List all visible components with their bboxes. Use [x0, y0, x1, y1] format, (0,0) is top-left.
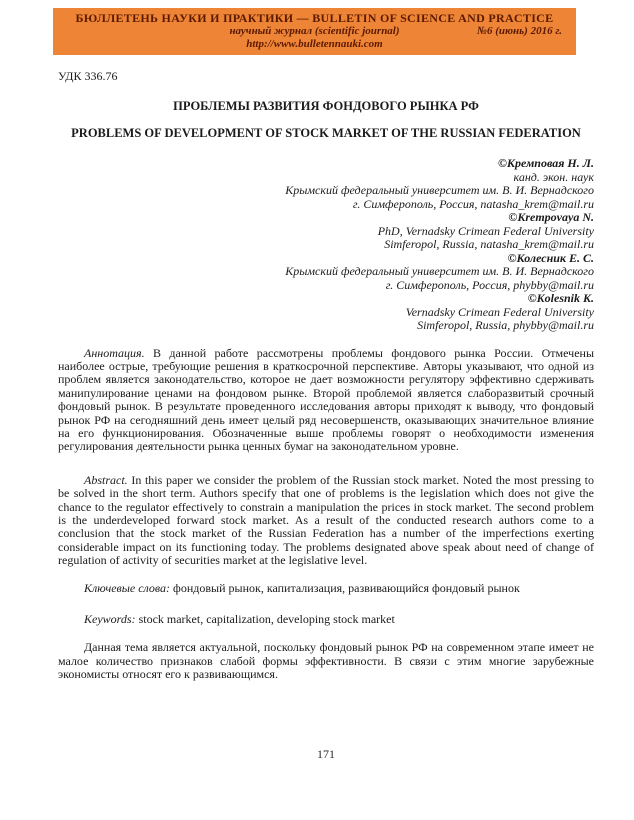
author-entry: [58, 252, 594, 293]
author-contact-line: Simferopol, Russia, natasha_krem@mail.ru: [384, 237, 594, 251]
authors-block: [58, 157, 594, 333]
author-name: ©Kolesnik K.: [527, 291, 594, 305]
journal-subtitle: научный журнал (scientific journal): [229, 25, 400, 37]
annotation-text: В данной работе рассмотрены проблемы фондового рынка России. Отмечены наиболее острые, требующие решения в краткосрочной перспективе. Авторы указывают, что одной из проблем является законодательство, которое не дает возможности регулятору эффективно сдерживать манипулирование ценами на фондовом рынке. Второй проблемой является слаборазвитый срочный фондовый рынок. В результате проведенного исследования авторы приходят к выводу, что фондовый рынок РФ на сегодняшний день имеет целый ряд несовершенств, оказывающих значительное влияние на его функционирования. Обозначенные выше проблемы говорят о необходимости изменения регулирования деятельности рынка ценных бумаг на законодательном уровне.: [58, 345, 594, 454]
annotation-label: Аннотация.: [84, 345, 145, 360]
keywords-ru: [58, 582, 594, 595]
article-title-ru: ПРОБЛЕМЫ РАЗВИТИЯ ФОНДОВОГО РЫНКА РФ: [173, 99, 479, 113]
author-entry: [58, 157, 594, 211]
author-entry: [58, 292, 594, 333]
author-name: ©Колесник Е. С.: [507, 250, 594, 265]
author-contact-line: г. Симферополь, Россия, natasha_krem@mail.ru: [352, 196, 594, 211]
keywords-en: [58, 613, 594, 626]
author-contact-line: Simferopol, Russia, phybby@mail.ru: [417, 318, 594, 332]
author-affiliation-line: Крымский федеральный университет им. В. И. Вернадского: [285, 264, 594, 278]
journal-issue: №6 (июнь) 2016 г.: [476, 25, 562, 37]
journal-header-banner: [53, 8, 576, 55]
keywords-ru-text: фондовый рынок, капитализация, развивающийся фондовый рынок: [170, 580, 520, 595]
abstract-paragraph: [58, 474, 594, 568]
journal-subtitle-row: [53, 25, 576, 38]
journal-title: БЮЛЛЕТЕНЬ НАУКИ И ПРАКТИКИ — BULLETIN OF SCIENCE AND PRACTICE: [75, 11, 554, 25]
author-name: ©Кремповая Н. Л.: [497, 156, 594, 170]
abstract-label: Abstract.: [84, 472, 128, 487]
keywords-en-label: Keywords:: [84, 612, 136, 626]
journal-url: http://www.bulletennauki.com: [246, 38, 383, 50]
page-number: 171: [317, 747, 335, 761]
author-affiliation-line: PhD, Vernadsky Crimean Federal University: [377, 223, 594, 238]
abstract-text: In this paper we consider the problem of the Russian stock market. Noted the most pressing to be solved in the short term. Authors specify that one of problems is the legislation which does not give the chance to the regulator effectively to constrain a manipulation the prices in stock market. The second problem is the underdeveloped forward stock market. As a result of the conducted research authors come to a conclusion that the stock market of the Russian Federation has a number of the imperfections exerting considerable impact on its functioning today. The problems designated above speak about need of change of regulation of activity of securities market at the legislative level.: [58, 472, 594, 568]
udc-code: УДК 336.76: [58, 69, 118, 83]
author-entry: [58, 211, 594, 252]
body-paragraph: Данная тема является актуальной, поскольку фондовый рынок РФ на современном этапе имеет не малое количество признаков слабой формы эффективности. В связи с этим многие зарубежные экономисты относят его к развивающимся.: [58, 640, 594, 682]
author-name: ©Krempovaya N.: [508, 210, 594, 224]
author-contact-line: г. Симферополь, Россия, phybby@mail.ru: [385, 277, 594, 292]
author-affiliation-line: Крымский федеральный университет им. В. И. Вернадского: [285, 183, 594, 197]
annotation-paragraph: [58, 347, 594, 454]
article-title-en: PROBLEMS OF DEVELOPMENT OF STOCK MARKET OF THE RUSSIAN FEDERATION: [71, 126, 581, 140]
keywords-en-text: stock market, capitalization, developing stock market: [135, 612, 395, 626]
author-degree-line: канд. экон. наук: [513, 169, 594, 184]
author-affiliation-line: Vernadsky Crimean Federal University: [405, 304, 594, 319]
keywords-ru-label: Ключевые слова:: [84, 580, 171, 595]
